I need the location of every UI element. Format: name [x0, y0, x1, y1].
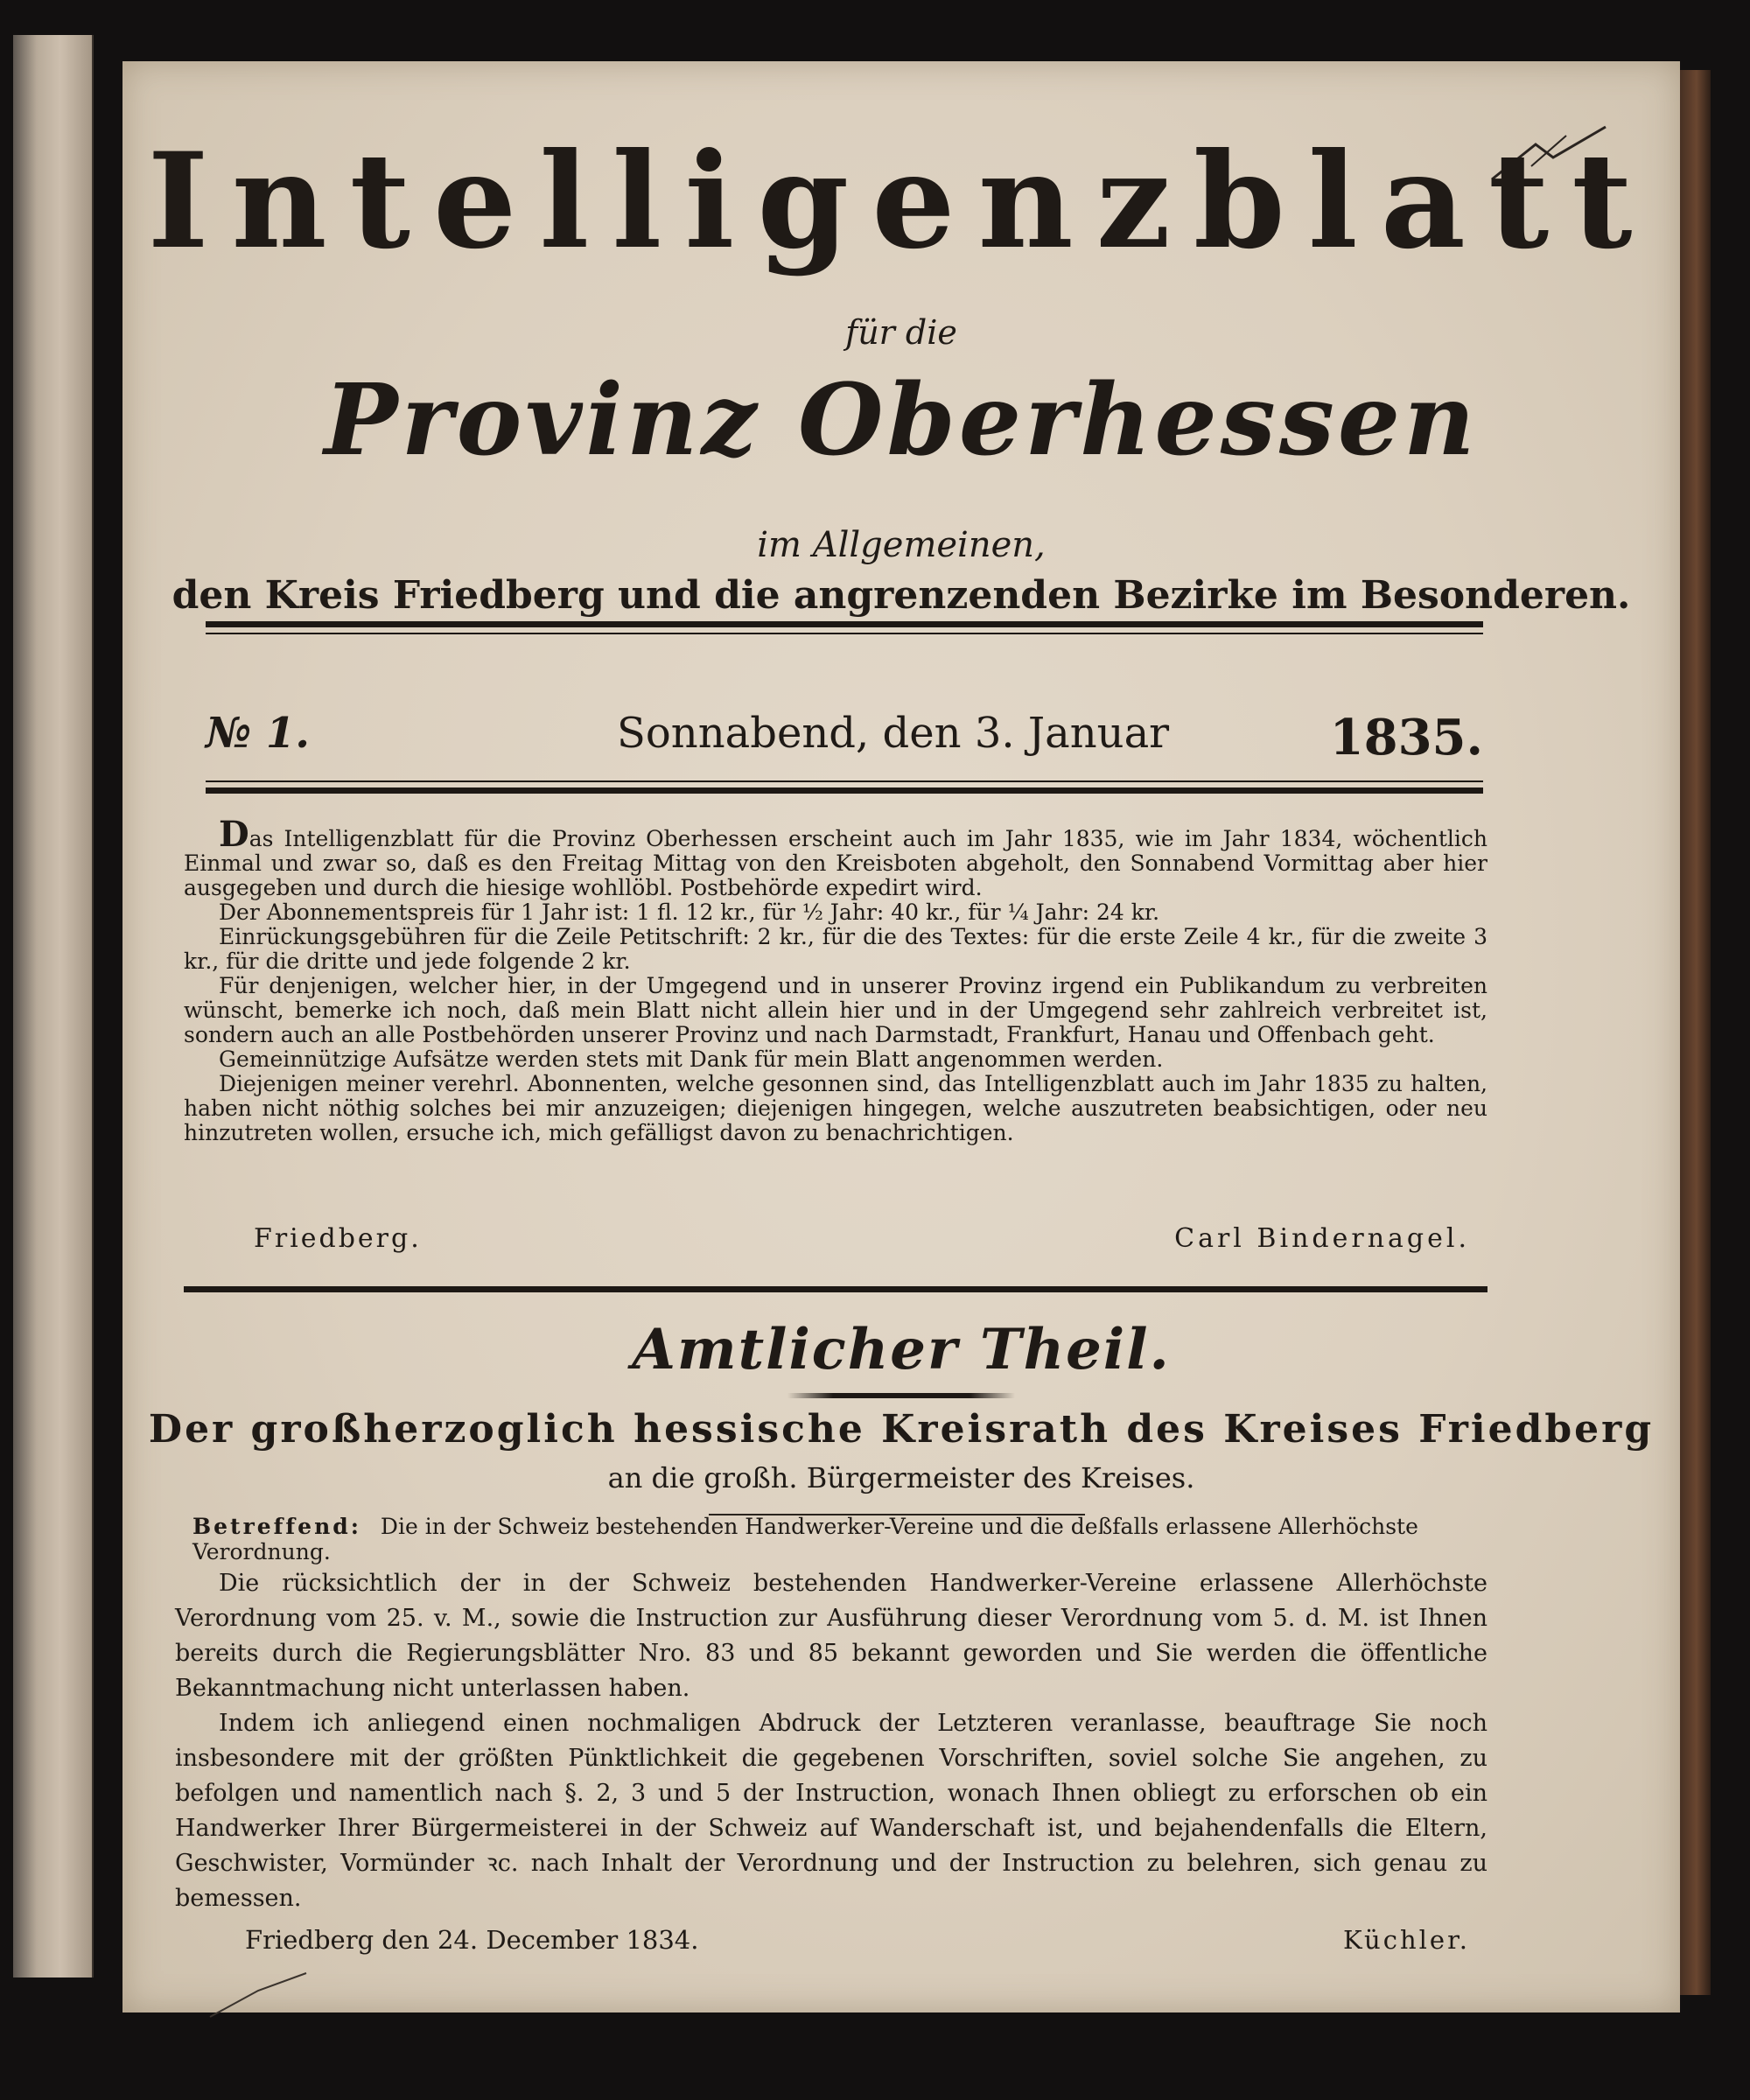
closing-row — [245, 1925, 1470, 1960]
masthead-subtitle-1: im Allgemeinen, — [757, 525, 1046, 565]
body-paragraph: Die rücksichtlich der in der Schweiz bestehenden Handwerker-Vereine erlassene Allerhöchste Verordnung vom 25. v. M., sowie die Instruction zur Ausführung dieser Verordnung vom 5. d. M. ist Ihnen bereits durch die Regierungsblätter Nro. 83 und 85 bekannt geworden und Sie werden die öffentliche Bekanntmachung nicht unterlassen haben. — [175, 1570, 1488, 1702]
notice-paragraph: Der Abonnementspreis für 1 Jahr ist: 1 fl. 12 kr., für ½ Jahr: 40 kr., für ¼ Jahr: 24 kr. — [219, 900, 1160, 925]
subject-line — [192, 1514, 1505, 1564]
closing-place-date: Friedberg den 24. December 1834. — [245, 1925, 699, 1955]
body-paragraph: Indem ich anliegend einen nochmaligen Abdruck der Letzteren veranlasse, beauftrage Sie noch insbesondere mit der größten Pünktlichkeit die gegebenen Vorschriften, soviel solche Sie angehen, zu befolgen und namentlich nach §. 2, 3 und 5 der Instruction, wonach Ihnen obliegt zu erforschen ob ein Handwerker Ihrer Bürgermeisterei in der Schweiz auf Wanderschaft ist, und bejahendenfalls die Eltern, Geschwister, Vormünder ꝛc. nach Inhalt der Verordnung und der Instruction zu belehren, sich genau zu bemessen. — [175, 1710, 1488, 1912]
closing-signature: Küchler. — [1343, 1925, 1470, 1955]
masthead-title: Intelligenzblatt — [147, 124, 1656, 278]
masthead-rule-top-thin — [206, 633, 1483, 634]
pencil-stroke-icon — [206, 1969, 311, 2021]
issue-rule-thick — [206, 788, 1483, 794]
publisher-notice — [184, 814, 1488, 1145]
notice-signature: Carl Bindernagel. — [1174, 1223, 1470, 1254]
notice-signature-row — [210, 1223, 1470, 1258]
section-title: Amtlicher Theil. — [632, 1317, 1171, 1382]
official-addressee: an die großh. Bürgermeister des Kreises. — [607, 1461, 1195, 1494]
notice-paragraph: Gemeinnützige Aufsätze werden stets mit Dank für mein Blatt angenommen werden. — [219, 1046, 1164, 1072]
notice-paragraph: Einrückungsgebühren für die Zeile Petitschrift: 2 kr., für die des Textes: für die erste Zeile 4 kr., für die zweite 3 kr., für die dritte und jede folgende 2 kr. — [184, 924, 1488, 974]
issue-year: 1835. — [1329, 709, 1483, 766]
book-edge-left — [13, 35, 94, 1978]
notice-paragraph: Diejenigen meiner verehrl. Abonnenten, welche gesonnen sind, das Intelligenzblatt auch im Jahr 1835 zu halten, haben nicht nöthig solches bei mir anzuzeigen; diejenigen hingegen, welche auszutreten beabsichtigen, oder neu hinzutreten wollen, ersuche ich, mich gefälligst davon zu benachrichtigen. — [184, 1071, 1488, 1145]
notice-paragraph: Für denjenigen, welcher hier, in der Umgegend und in unserer Provinz irgend ein Publikandum zu verbreiten wünscht, bemerke ich noch, daß mein Blatt nicht allein hier und in der Umgegend sehr zahlreich verbreitet ist, sondern auch an alle Postbehörden unserer Provinz und nach Darmstadt, Frankfurt, Hanau und Offenbach geht. — [184, 973, 1488, 1047]
masthead-rule-top — [206, 621, 1483, 627]
section-divider — [184, 1286, 1488, 1292]
newspaper-page — [122, 61, 1680, 2012]
issue-date: Sonnabend, den 3. Januar — [617, 709, 1170, 758]
masthead-subtitle-2: den Kreis Friedberg und die angrenzenden Bezirke im Besonderen. — [172, 573, 1631, 618]
book-spine-right — [1676, 70, 1711, 1995]
official-body — [175, 1566, 1488, 1916]
subject-text: Die in der Schweiz bestehenden Handwerker-Vereine und die deßfalls erlassene Allerhöchste Verordnung. — [192, 1514, 1418, 1564]
issue-number: № 1. — [206, 709, 310, 758]
ornament-divider — [788, 1393, 1015, 1398]
subject-label: Betreffend: — [192, 1514, 361, 1539]
masthead-fuer-die: für die — [845, 313, 957, 352]
notice-paragraph: Das Intelligenzblatt für die Provinz Oberhessen erscheint auch im Jahr 1835, wie im Jahr 1834, wöchentlich Einmal und zwar so, daß es den Freitag Mittag von den Kreisboten abgeholt, den Sonnabend Vormittag aber hier ausgegeben und durch die hiesige wohllöbl. Postbehörde expedirt wird. — [184, 814, 1488, 900]
masthead-province: Provinz Oberhessen — [324, 363, 1479, 478]
notice-place: Friedberg. — [254, 1223, 422, 1254]
official-authority: Der großherzoglich hessische Kreisrath des Kreises Friedberg — [148, 1407, 1655, 1452]
issue-rule-thin — [206, 780, 1483, 782]
issue-line — [206, 709, 1483, 770]
